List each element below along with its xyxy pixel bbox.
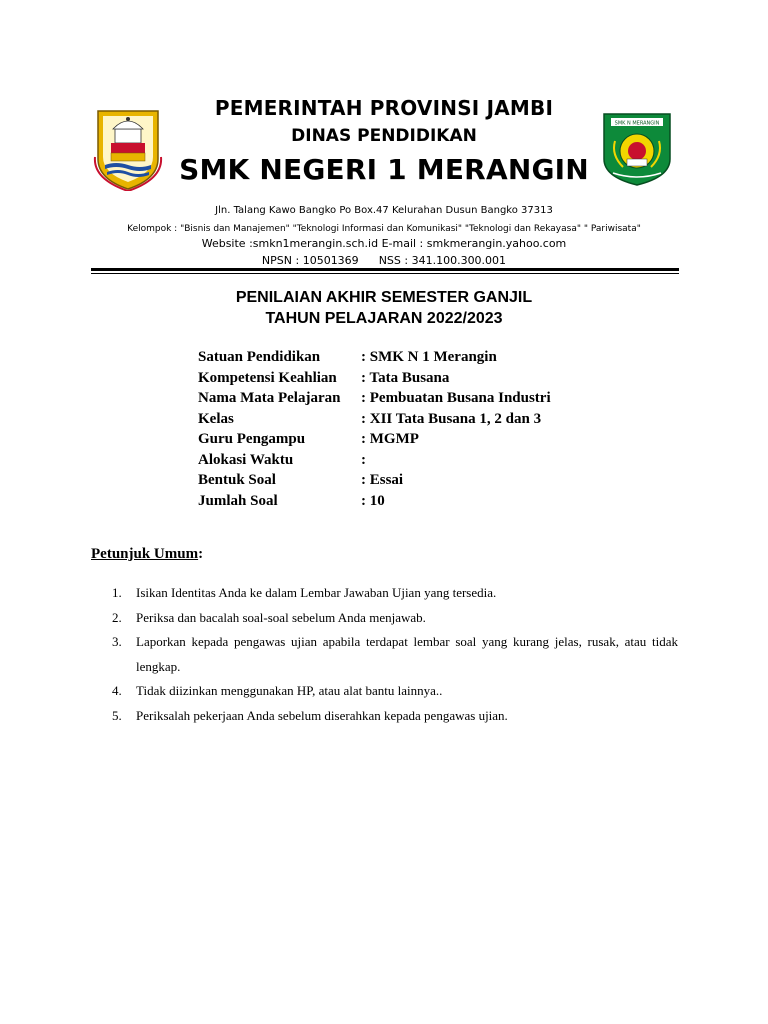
exam-year: TAHUN PELAJARAN 2022/2023 (265, 310, 503, 327)
identity-value: : Tata Busana (361, 369, 450, 386)
government-heading: PEMERINTAH PROVINSI JAMBI (214, 96, 554, 120)
identity-row (198, 470, 551, 491)
list-item-text: Tidak diizinkan menggunakan HP, atau alat bantu lainnya.. (136, 683, 443, 698)
list-item-text: Isikan Identitas Anda ke dalam Lembar Jawaban Ujian yang tersedia. (136, 585, 497, 600)
list-item (108, 581, 678, 606)
identity-label: Nama Mata Pelajaran (198, 390, 341, 406)
list-item-number: 5. (112, 707, 122, 723)
list-item (108, 630, 678, 679)
school-codes (0, 254, 768, 267)
list-item (108, 704, 678, 729)
identity-row (198, 368, 551, 389)
instructions-heading-colon: : (198, 546, 204, 562)
school-name: SMK NEGERI 1 MERANGIN (179, 153, 589, 186)
identity-value: : Essai (361, 472, 404, 488)
identity-row (198, 429, 551, 450)
identity-row (198, 347, 551, 368)
identity-label: Kompetensi Keahlian (198, 369, 337, 386)
npsn-code: NPSN : 10501369 (261, 254, 359, 267)
identity-label: Jumlah Soal (198, 492, 278, 509)
school-website: Website :smkn1merangin.sch.id E-mail : smkmerangin.yahoo.com (201, 237, 567, 250)
list-item (108, 606, 678, 631)
list-item-text: Periksa dan bacalah soal-soal sebelum Anda menjawab. (136, 609, 426, 625)
instructions-list (108, 581, 678, 728)
instructions-heading (91, 546, 203, 563)
identity-row (198, 450, 551, 471)
identity-value: : (361, 451, 366, 468)
identity-label: Satuan Pendidikan (198, 349, 321, 365)
department-heading: DINAS PENDIDIKAN (291, 126, 477, 146)
list-item-number: 1. (112, 585, 122, 600)
list-item (108, 679, 678, 704)
list-item-number: 4. (112, 683, 122, 698)
exam-title: PENILAIAN AKHIR SEMESTER GANJIL (235, 289, 533, 306)
list-item-text: Periksalah pekerjaan Anda sebelum diserahkan kepada pengawas ujian. (136, 707, 508, 723)
identity-value: : SMK N 1 Merangin (361, 349, 497, 365)
identity-value: : 10 (361, 492, 385, 509)
school-groups: Kelompok : "Bisnis dan Manajemen" "Teknologi Informasi dan Komunikasi" "Teknologi dan Rekayasa" " Pariwisata" (127, 224, 641, 234)
identity-label: Guru Pengampu (198, 431, 306, 447)
identity-row (198, 491, 551, 512)
identity-value: : Pembuatan Busana Industri (361, 390, 551, 406)
header-divider-thin (91, 273, 679, 274)
identity-row (198, 409, 551, 430)
identity-label: Bentuk Soal (198, 472, 276, 488)
identity-label: Kelas (198, 410, 234, 427)
list-item-number: 2. (112, 609, 122, 625)
identity-value: : XII Tata Busana 1, 2 dan 3 (361, 410, 542, 427)
logo-right-text: SMK N MERANGIN (614, 120, 660, 127)
identity-row (198, 388, 551, 409)
identity-table (198, 347, 551, 511)
identity-value: : MGMP (361, 431, 419, 447)
list-item-number: 3. (112, 634, 122, 649)
school-address: Jln. Talang Kawo Bangko Po Box.47 Kelurahan Dusun Bangko 37313 (215, 205, 553, 216)
nss-code: NSS : 341.100.300.001 (378, 254, 507, 267)
header-divider-thick (91, 268, 679, 271)
identity-label: Alokasi Waktu (198, 451, 294, 468)
instructions-heading-text: Petunjuk Umum (91, 546, 199, 562)
list-item-text: Laporkan kepada pengawas ujian apabila terdapat lembar soal yang kurang jelas, rusak, atau tidak lengkap. (136, 634, 678, 674)
